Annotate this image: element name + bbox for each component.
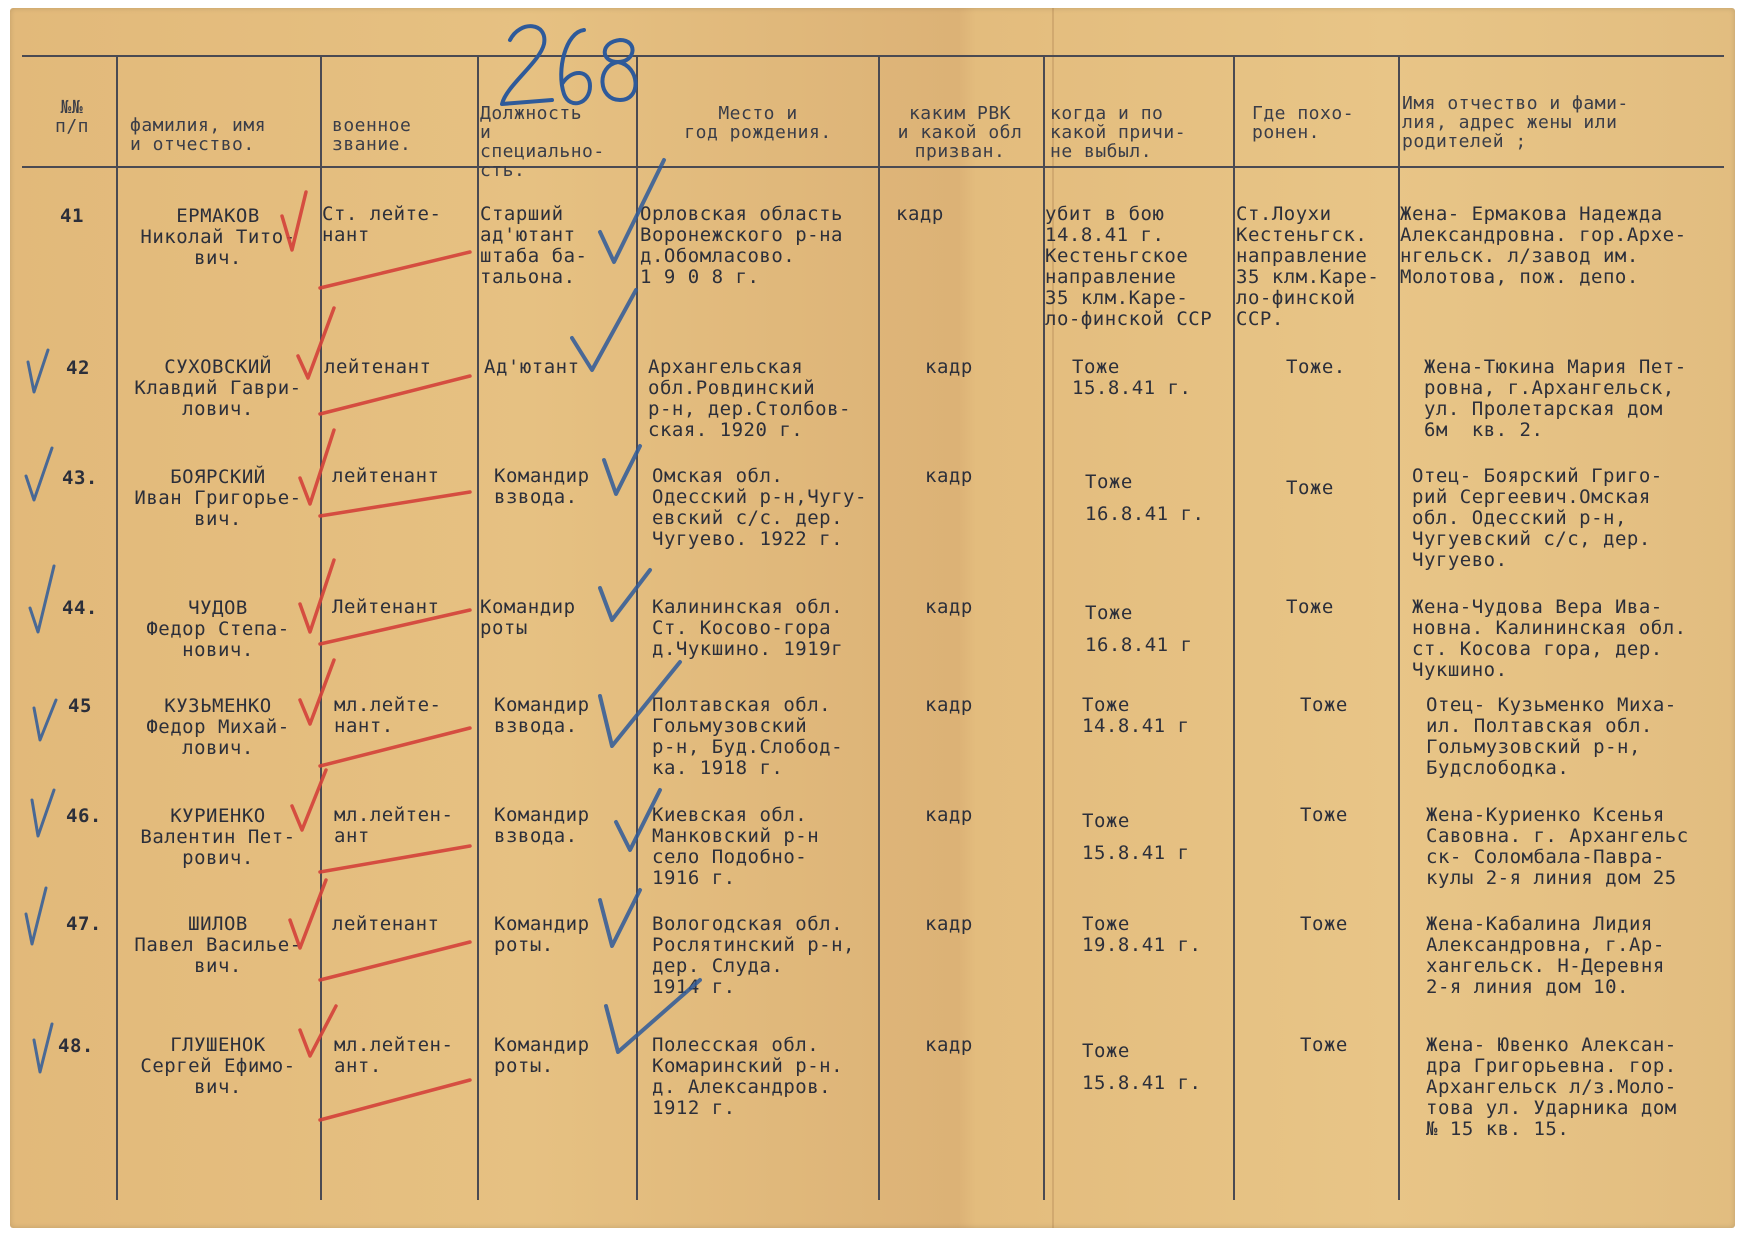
birth-place-year: Киевская обл. Манковский р-н село Подобно- 1916 г.: [652, 804, 820, 889]
departure-reason: Тоже 19.8.41 г.: [1082, 913, 1202, 956]
birth-place-year: Полесская обл. Комаринский р-н. д. Александров. 1912 г.: [652, 1034, 844, 1119]
header-top-rule: [22, 55, 1724, 57]
departure-reason: убит в бою 14.8.41 г. Кестеньгское направление 35 клм.Каре- ло-финской ССР: [1045, 203, 1213, 330]
burial-place: Тоже: [1300, 913, 1348, 935]
draft-office: кадр: [925, 1034, 973, 1056]
header-bottom-rule: [22, 166, 1724, 168]
row-number: 45: [68, 695, 92, 717]
soldier-name: КУЗЬМЕНКО Федор Михай- лович.: [146, 695, 290, 759]
soldier-name: ГЛУШЕНОК Сергей Ефимо- вич.: [140, 1034, 296, 1098]
military-rank: мл.лейте- нант.: [334, 694, 442, 737]
draft-office: кадр: [925, 356, 973, 378]
page-fold: [1052, 8, 1054, 1228]
birth-place-year: Архангельская обл.Ровдинский р-н, дер.Столбов- ская. 1920 г.: [648, 356, 851, 441]
header-relatives: Имя отчество и фами- лия, адрес жены или родителей ;: [1402, 93, 1629, 152]
burial-place: Ст.Лоухи Кестеньгск. направление 35 клм.Каре- ло-финской ССР.: [1236, 203, 1380, 330]
position: Ад'ютант: [484, 356, 580, 378]
relatives-address: Жена-Куриенко Ксенья Савовна. г. Архангельс ск- Соломбала-Павра- кулы 2-я линия дом 25: [1426, 804, 1689, 889]
row-number: 43.: [62, 467, 98, 489]
column-rule: [1233, 55, 1235, 1200]
position: Командир роты.: [494, 1034, 590, 1077]
military-rank: лейтенант: [324, 356, 432, 378]
row-number: 41: [60, 205, 84, 227]
draft-office: кадр: [925, 913, 973, 935]
row-number: 42: [66, 357, 90, 379]
birth-place-year: Орловская область Воронежского р-на д.Обомласово. 1 9 0 8 г.: [640, 203, 843, 288]
header-position: Должность и специально- сть.: [480, 103, 605, 181]
soldier-name: КУРИЕНКО Валентин Пет- рович.: [140, 805, 296, 869]
burial-place: Тоже: [1300, 1034, 1348, 1056]
military-rank: Ст. лейте- нант: [322, 203, 442, 246]
departure-reason: Тоже 15.8.41 г.: [1082, 1040, 1202, 1094]
header-rank: военное звание.: [332, 115, 412, 155]
relatives-address: Жена-Кабалина Лидия Александровна, г.Ар- хангельск. Н-Деревня 2-я линия дом 10.: [1426, 913, 1665, 998]
birth-place-year: Калининская обл. Ст. Косово-гора д.Чукшино. 1919г: [652, 596, 844, 660]
relatives-address: Отец- Кузьменко Миха- ил. Полтавская обл. Гольмузовский р-н, Будслободка.: [1426, 694, 1677, 779]
row-number: 47.: [66, 913, 102, 935]
burial-place: Тоже: [1286, 477, 1334, 499]
burial-place: Тоже: [1286, 596, 1334, 618]
position: Командир роты: [480, 596, 576, 639]
position: Командир взвода.: [494, 804, 590, 847]
column-rule: [477, 55, 479, 1200]
soldier-name: ЕРМАКОВ Николай Тито- вич.: [140, 205, 296, 269]
column-rule: [636, 55, 638, 1200]
column-rule: [878, 55, 880, 1200]
departure-reason: Тоже 16.8.41 г: [1085, 602, 1193, 656]
header-when: когда и по какой причи- не выбыл.: [1050, 103, 1187, 162]
departure-reason: Тоже 15.8.41 г.: [1072, 356, 1192, 399]
row-number: 44.: [62, 597, 98, 619]
header-rvk: каким РВК и какой обл призван.: [897, 103, 1023, 162]
birth-place-year: Омская обл. Одесский р-н,Чугу- евский с/с. дер. Чугуево. 1922 г.: [652, 465, 867, 550]
departure-reason: Тоже 15.8.41 г: [1082, 810, 1190, 864]
header-birth: Место и год рождения.: [684, 103, 832, 143]
relatives-address: Жена-Чудова Вера Ива- новна. Калининская обл. ст. Косова гора, дер. Чукшино.: [1412, 596, 1687, 681]
burial-place: Тоже.: [1286, 356, 1346, 378]
burial-place: Тоже: [1300, 694, 1348, 716]
draft-office: кадр: [925, 804, 973, 826]
burial-place: Тоже: [1300, 804, 1348, 826]
soldier-name: СУХОВСКИЙ Клавдий Гаври- лович.: [134, 356, 302, 420]
birth-place-year: Вологодская обл. Рослятинский р-н, дер. Слуда. 1914 г.: [652, 913, 855, 998]
military-rank: лейтенант: [332, 913, 440, 935]
military-rank: лейтенант: [332, 465, 440, 487]
header-number: №№ п/п: [54, 97, 89, 137]
relatives-address: Отец- Боярский Григо- рий Сергеевич.Омская обл. Одесский р-н, Чугуевский с/с, дер. Чугуево.: [1412, 465, 1663, 571]
military-rank: Лейтенант: [332, 596, 440, 618]
draft-office: кадр: [925, 694, 973, 716]
header-name: фамилия, имя и отчество.: [130, 115, 267, 155]
departure-reason: Тоже 14.8.41 г: [1082, 694, 1190, 737]
departure-reason: Тоже 16.8.41 г.: [1085, 471, 1205, 525]
relatives-address: Жена- Ермакова Надежда Александровна. гор.Архе- нгельск. л/завод им. Молотова, пож. депо.: [1400, 203, 1687, 288]
relatives-address: Жена- Ювенко Алексан- дра Григорьевна. гор. Архангельск л/з.Моло- това ул. Ударника дом № 15 кв. 15.: [1426, 1034, 1677, 1140]
draft-office: кадр: [925, 465, 973, 487]
position: Командир взвода.: [494, 694, 590, 737]
draft-office: кадр: [925, 596, 973, 618]
row-number: 46.: [66, 805, 102, 827]
birth-place-year: Полтавская обл. Гольмузовский р-н, Буд.Слобод- ка. 1918 г.: [652, 694, 844, 779]
draft-office: кадр: [896, 203, 944, 225]
soldier-name: БОЯРСКИЙ Иван Григорье- вич.: [134, 466, 302, 530]
position: Командир роты.: [494, 913, 590, 956]
military-rank: мл.лейтен- ант: [334, 804, 454, 847]
header-buried: Где похо- ронен.: [1252, 103, 1355, 143]
soldier-name: ЧУДОВ Федор Степа- нович.: [146, 597, 290, 661]
military-rank: мл.лейтен- ант.: [334, 1034, 454, 1077]
position: Командир взвода.: [494, 465, 590, 508]
relatives-address: Жена-Тюкина Мария Пет- ровна, г.Архангельск, ул. Пролетарская дом 6м кв. 2.: [1424, 356, 1687, 441]
soldier-name: ШИЛОВ Павел Василье- вич.: [134, 913, 302, 977]
row-number: 48.: [58, 1035, 94, 1057]
position: Старший ад'ютант штаба ба- тальона.: [480, 203, 588, 288]
